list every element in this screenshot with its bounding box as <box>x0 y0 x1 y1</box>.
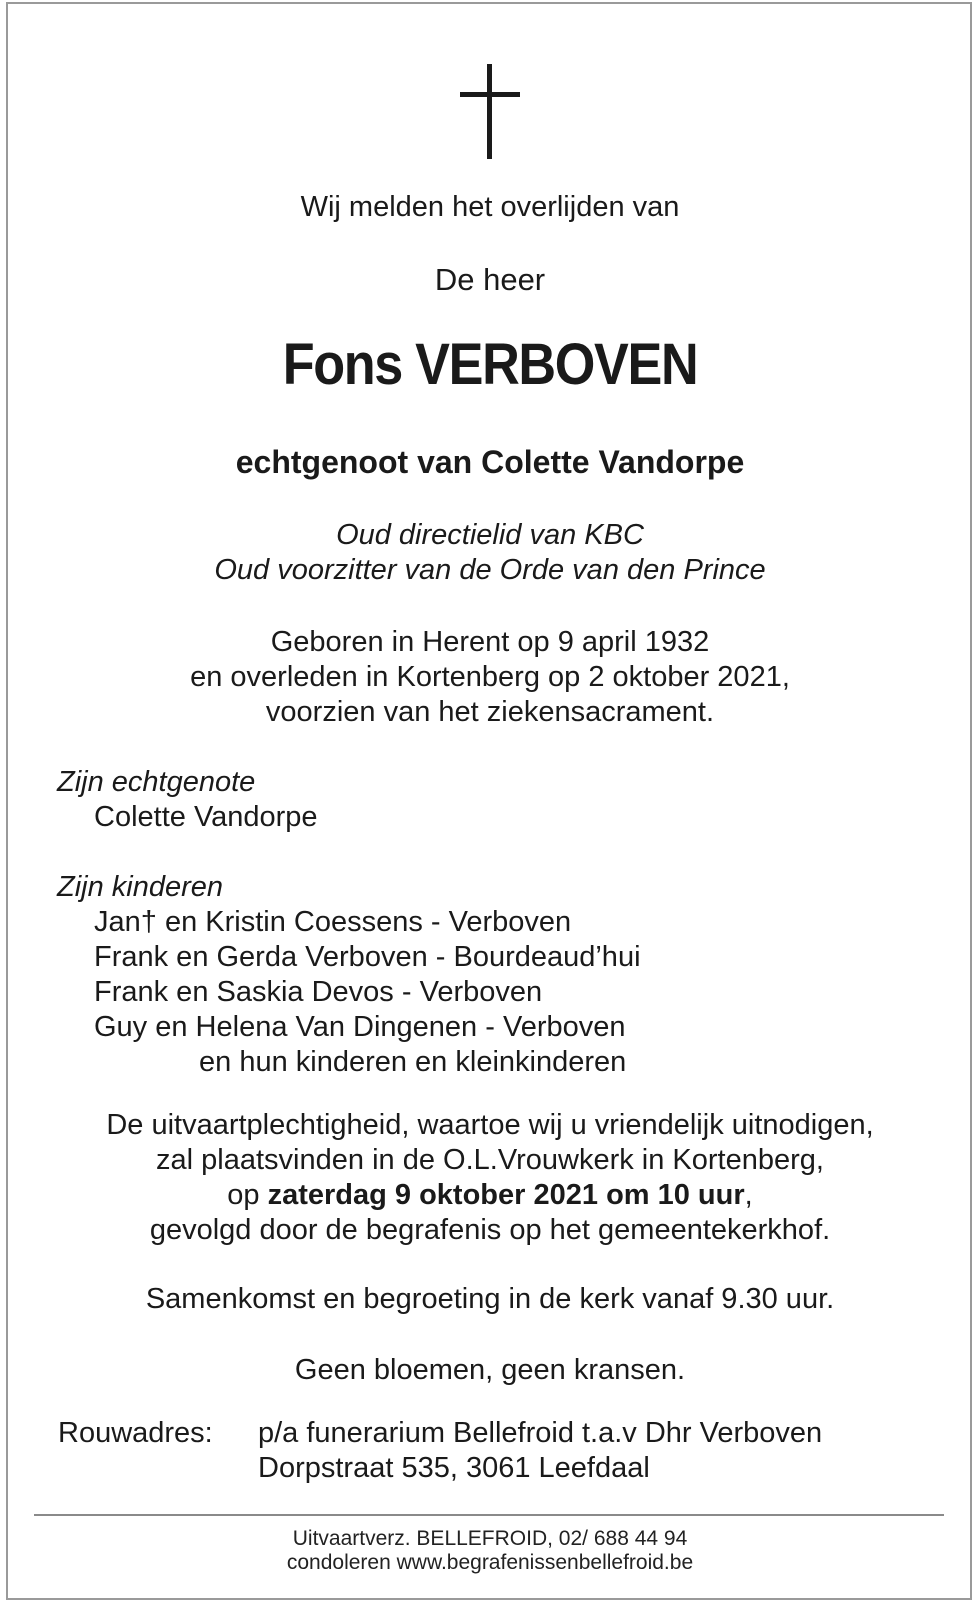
undertaker-info: Uitvaartverz. BELLEFROID, 02/ 688 44 94 <box>292 1527 688 1550</box>
life-line-2: en overleden in Kortenberg op 2 oktober 2021, <box>190 661 790 693</box>
condolence-link[interactable]: condoleren www.begrafenissenbellefroid.be <box>286 1551 694 1574</box>
address-line-1: p/a funerarium Bellefroid t.a.v Dhr Verboven <box>258 1417 823 1449</box>
gathering-text: Samenkomst en begroeting in de kerk vanaf 9.30 uur. <box>145 1283 835 1315</box>
address-line-2: Dorpstraat 535, 3061 Leefdaal <box>258 1452 650 1484</box>
intro-text: Wij melden het overlijden van <box>300 191 680 223</box>
address-label: Rouwadres: <box>58 1417 213 1449</box>
child-line: Jan† en Kristin Coessens - Verboven <box>94 906 572 938</box>
child-line: Frank en Gerda Verboven - Bourdeaud’hui <box>94 941 641 973</box>
title-prefix: De heer <box>434 262 546 297</box>
role-line-2: Oud voorzitter van de Orde van den Prince <box>214 554 766 586</box>
cross-icon <box>460 64 520 159</box>
funeral-line-2: zal plaatsvinden in de O.L.Vrouwkerk in Kortenberg, <box>156 1144 824 1176</box>
funeral-date: zaterdag 9 oktober 2021 om 10 uur <box>267 1179 745 1211</box>
spouse-line: echtgenoot van Colette Vandorpe <box>235 444 745 480</box>
grandchildren-line: en hun kinderen en kleinkinderen <box>199 1046 627 1078</box>
child-line: Guy en Helena Van Dingenen - Verboven <box>94 1011 626 1043</box>
life-line-1: Geboren in Herent op 9 april 1932 <box>270 626 710 658</box>
funeral-line-4: gevolgd door de begrafenis op het gemeentekerkhof. <box>149 1214 831 1246</box>
children-heading: Zijn kinderen <box>57 871 224 903</box>
funeral-line-1: De uitvaartplechtigheid, waartoe wij u vriendelijk uitnodigen, <box>106 1109 874 1141</box>
flowers-text: Geen bloemen, geen kransen. <box>294 1354 686 1386</box>
wife-name: Colette Vandorpe <box>94 801 318 833</box>
wife-heading: Zijn echtgenote <box>57 766 256 798</box>
deceased-name: Fons VERBOVEN <box>282 332 698 397</box>
funeral-line-3: op zaterdag 9 oktober 2021 om 10 uur, <box>227 1179 753 1211</box>
life-line-3: voorzien van het ziekensacrament. <box>265 696 715 728</box>
role-line-1: Oud directielid van KBC <box>336 519 644 551</box>
footer-divider <box>34 1514 944 1516</box>
child-line: Frank en Saskia Devos - Verboven <box>94 976 543 1008</box>
